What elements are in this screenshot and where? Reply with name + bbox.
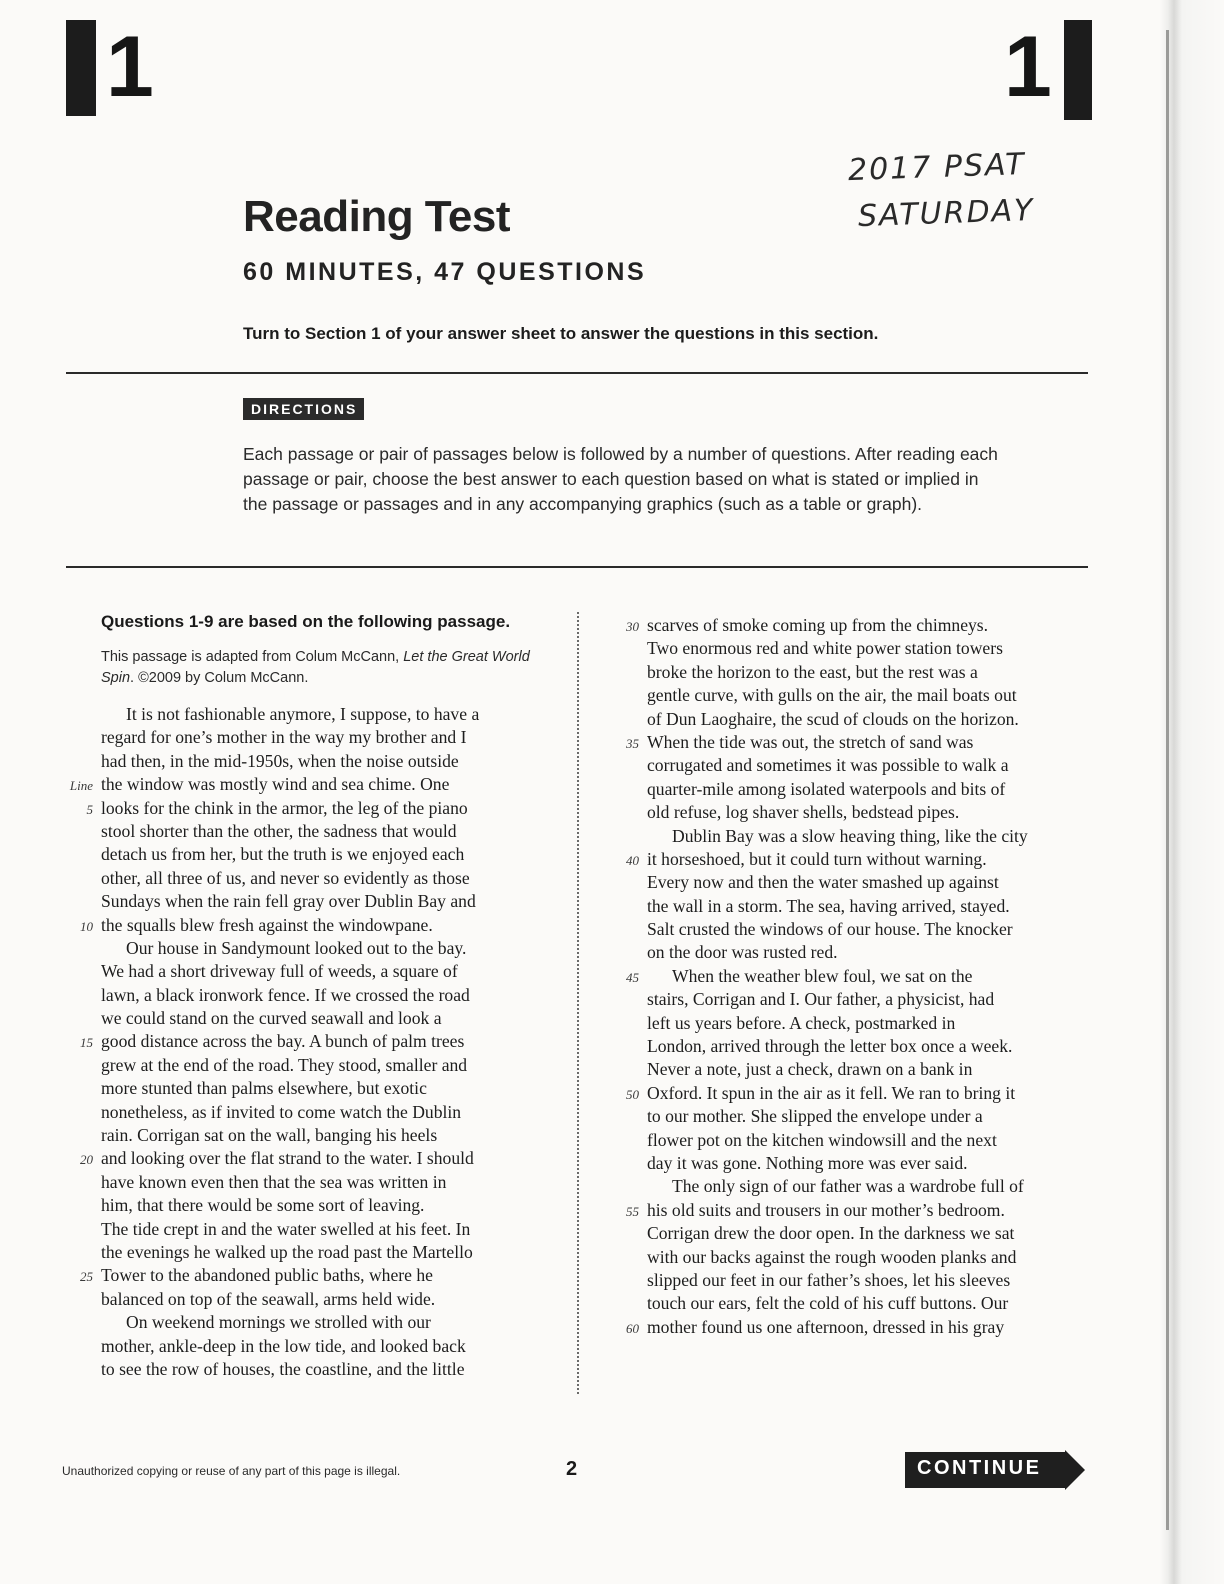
continue-label: CONTINUE (917, 1457, 1042, 1479)
passage-line-text: and looking over the flat strand to the water. I should (101, 1148, 474, 1169)
passage-line-text: The tide crept in and the water swelled at his feet. In (101, 1218, 471, 1239)
line-number: Line (69, 778, 93, 794)
section-marker-bar-right (1064, 20, 1092, 120)
passage-line-text: of Dun Laoghaire, the scud of clouds on the horizon. (647, 708, 1019, 729)
passage-line (647, 1129, 1028, 1152)
passage-line-text: Corrigan drew the door open. In the darkness we sat (647, 1223, 1015, 1244)
passage-line-text: looks for the chink in the armor, the leg of the piano (101, 797, 468, 818)
passage-line-text: flower pot on the kitchen windowsill and the next (647, 1129, 997, 1150)
passage-line-text: Never a note, just a check, drawn on a bank in (647, 1059, 973, 1080)
line-number: 5 (86, 801, 93, 817)
passage-line-text: quarter-mile among isolated waterpools and bits of (647, 778, 1006, 799)
passage-line (626, 1199, 1028, 1222)
passage-line-text: his old suits and trousers in our mother’s bedroom. (647, 1199, 1005, 1220)
passage-line-text: Our house in Sandymount looked out to the bay. (126, 937, 467, 958)
passage-line (647, 988, 1028, 1011)
passage-line (647, 895, 1028, 918)
section-marker-bar-left (66, 20, 96, 116)
passage-line (80, 1264, 479, 1287)
line-number: 45 (626, 969, 639, 985)
passage-line (647, 1152, 1028, 1175)
passage-line-text: Oxford. It spun in the air as it fell. We ran to bring it (647, 1082, 1016, 1103)
passage-line (101, 750, 479, 773)
passage-line (101, 726, 479, 749)
passage-line-text: balanced on top of the seawall, arms held wide. (101, 1288, 436, 1309)
passage-line (69, 773, 479, 796)
passage-line-text: more stunted than palms elsewhere, but exotic (101, 1078, 427, 1099)
top-divider (66, 372, 1088, 374)
page-number: 2 (566, 1458, 578, 1480)
line-number: 10 (80, 918, 93, 934)
passage-line (101, 1171, 479, 1194)
passage-line (101, 820, 479, 843)
passage-line (101, 1288, 479, 1311)
passage-line (101, 890, 479, 913)
line-number: 50 (626, 1086, 639, 1102)
passage-line (647, 1105, 1028, 1128)
passage-line-text: good distance across the bay. A bunch of palm trees (101, 1031, 465, 1052)
passage-column-left (69, 703, 480, 1381)
passage-line (101, 1101, 479, 1124)
passage-line (626, 1316, 1028, 1339)
passage-column-right (626, 614, 1028, 1339)
passage-line (626, 1082, 1028, 1105)
line-number: 60 (626, 1320, 639, 1336)
column-divider (577, 612, 579, 1394)
continue-banner (905, 1450, 1085, 1490)
passage-line (647, 778, 1028, 801)
passage-line-text: Sundays when the rain fell gray over Dublin Bay and (101, 891, 476, 912)
page-title: Reading Test (243, 192, 511, 241)
passage-line-text: with our backs against the rough wooden planks and (647, 1246, 1017, 1267)
passage-line (101, 984, 479, 1007)
passage-line (647, 708, 1028, 731)
passage-line (101, 1335, 479, 1358)
line-number: 15 (80, 1035, 93, 1051)
passage-line (647, 1269, 1028, 1292)
passage-line-text: lawn, a black ironwork fence. If we crossed the road (101, 984, 470, 1005)
passage-line-text: On weekend mornings we strolled with our (126, 1312, 431, 1333)
passage-line (626, 614, 1028, 637)
passage-line-text: old refuse, log shaver shells, bedstead pipes. (647, 802, 960, 823)
passage-line-text: the evenings he walked up the road past the Martello (101, 1241, 473, 1262)
passage-line-text: him, that there would be some sort of leaving. (101, 1195, 425, 1216)
passage-line-text: regard for one’s mother in the way my brother and I (101, 727, 467, 748)
passage-line (647, 754, 1028, 777)
section-number-right: 1 (1004, 19, 1052, 115)
scan-edge-line (1166, 30, 1169, 1530)
handwritten-note-line1: 2017 PSAT (847, 146, 1027, 189)
passage-line (647, 1246, 1028, 1269)
line-number: 55 (626, 1203, 639, 1219)
passage-line (101, 1311, 479, 1334)
line-number: 35 (626, 735, 639, 751)
passage-line (101, 960, 479, 983)
section-instruction: Turn to Section 1 of your answer sheet to answer the questions in this section. (243, 324, 879, 343)
source-suffix: . ©2009 by Colum McCann. (130, 670, 309, 686)
passage-line (101, 1077, 479, 1100)
passage-line (101, 1358, 479, 1381)
line-number: 30 (626, 619, 639, 634)
line-number: 40 (626, 852, 639, 868)
passage-line-text: It is not fashionable anymore, I suppose, to have a (126, 704, 480, 724)
handwritten-note-line2: SATURDAY (857, 192, 1036, 235)
passage-line (647, 684, 1028, 707)
passage-line (647, 918, 1028, 941)
passage-line (101, 1124, 479, 1147)
passage-line-text: the window was mostly wind and sea chime. One (101, 774, 450, 795)
passage-line-text: detach us from her, but the truth is we enjoyed each (101, 844, 465, 865)
passage-line (80, 914, 479, 937)
passage-line (647, 661, 1028, 684)
passage-line (626, 731, 1028, 754)
passage-line-text: slipped our feet in our father’s shoes, let his sleeves (647, 1269, 1011, 1290)
passage-line (101, 1194, 479, 1217)
section-number-left: 1 (106, 19, 154, 115)
passage-line-text: to our mother. She slipped the envelope under a (647, 1106, 983, 1127)
passage-line-text: grew at the end of the road. They stood, smaller and (101, 1054, 468, 1075)
passage-line (647, 1175, 1028, 1198)
copyright-notice: Unauthorized copying or reuse of any part of this page is illegal. (62, 1464, 401, 1478)
passage-line (647, 1058, 1028, 1081)
passage-line (101, 867, 479, 890)
passage-line-text: We had a short driveway full of weeds, a square of (101, 961, 458, 982)
passage-line (80, 1030, 479, 1053)
directions-tag: DIRECTIONS (243, 398, 364, 420)
passage-line (101, 843, 479, 866)
passage-line (647, 1222, 1028, 1245)
passage-line (101, 1218, 479, 1241)
passage-line-text: on the door was rusted red. (647, 942, 838, 963)
passage-line-text: the squalls blew fresh against the windowpane. (101, 914, 433, 935)
passage-line-text: mother found us one afternoon, dressed in his gray (647, 1316, 1005, 1337)
passage-line-text: scarves of smoke coming up from the chimneys. (647, 615, 989, 635)
passage-line (86, 797, 479, 820)
source-prefix: This passage is adapted from Colum McCann, (101, 649, 404, 665)
passage-line (647, 637, 1028, 660)
passage-line (647, 1012, 1028, 1035)
passage-line-text: had then, in the mid-1950s, when the noise outside (101, 750, 459, 771)
passage-line (101, 1007, 479, 1030)
passage-line-text: broke the horizon to the east, but the rest was a (647, 661, 978, 682)
passage-line-text: have known even then that the sea was written in (101, 1171, 447, 1192)
passage-line (101, 1054, 479, 1077)
passage-line-text: London, arrived through the letter box once a week. (647, 1036, 1013, 1057)
passage-line-text: gentle curve, with gulls on the air, the mail boats out (647, 685, 1017, 706)
passage-line-text: stool shorter than the other, the sadness that would (101, 820, 457, 841)
scan-page-edge (1160, 0, 1224, 1584)
passage-line-text: mother, ankle-deep in the low tide, and looked back (101, 1335, 466, 1356)
passage-line-text: day it was gone. Nothing more was ever said. (647, 1152, 968, 1173)
passage-line-text: Every now and then the water smashed up against (647, 872, 999, 893)
page-subtitle: 60 MINUTES, 47 QUESTIONS (243, 258, 647, 286)
passage-line-text: Tower to the abandoned public baths, where he (101, 1265, 433, 1286)
passage-line-text: the wall in a storm. The sea, having arrived, stayed. (647, 895, 1010, 916)
line-number: 25 (80, 1269, 93, 1285)
passage-line-text: touch our ears, felt the cold of his cuff buttons. Our (647, 1293, 1009, 1314)
passage-line-text: rain. Corrigan sat on the wall, banging his heels (101, 1125, 438, 1146)
passage-line-text: it horseshoed, but it could turn without warning. (647, 848, 987, 869)
passage-line-text: stairs, Corrigan and I. Our father, a physicist, had (647, 989, 995, 1010)
passage-line (101, 937, 479, 960)
passage-line (80, 1147, 479, 1170)
passage-line-text: left us years before. A check, postmarked in (647, 1012, 956, 1033)
passage-line (647, 801, 1028, 824)
passage-line-text: Dublin Bay was a slow heaving thing, like the city (672, 825, 1028, 846)
passage-line (647, 1035, 1028, 1058)
passage-line-text: nonetheless, as if invited to come watch the Dublin (101, 1101, 462, 1122)
passage-line (101, 1241, 479, 1264)
passage-line-text: Salt crusted the windows of our house. The knocker (647, 919, 1013, 940)
line-number: 20 (80, 1152, 93, 1168)
passage-line (626, 848, 1028, 871)
passage-line-text: we could stand on the curved seawall and look a (101, 1008, 442, 1029)
source-title: Let the Great World Spin (101, 649, 530, 686)
passage-line-text: other, all three of us, and never so evidently as those (101, 867, 470, 888)
passage-line-text: When the tide was out, the stretch of sand was (647, 731, 974, 752)
passage-source (101, 647, 541, 689)
passage-line (647, 871, 1028, 894)
passage-line-text: to see the row of houses, the coastline, and the little (101, 1358, 465, 1379)
passage-line (647, 1292, 1028, 1315)
passage-line-text: When the weather blew foul, we sat on the (672, 965, 973, 986)
passage-line (647, 941, 1028, 964)
passage-line-text: Two enormous red and white power station towers (647, 638, 1003, 659)
passage-line-text: The only sign of our father was a wardrobe full of (672, 1176, 1024, 1197)
passage-line (101, 703, 479, 726)
passage-line-text: corrugated and sometimes it was possible to walk a (647, 755, 1009, 776)
bottom-divider (66, 566, 1088, 568)
directions-text: Each passage or pair of passages below is followed by a number of questions. After reading each passage or pair, choose the best answer to each question based on what is stated or implied in the passage or passages and in any accompanying graphics (such as a table or graph). (243, 444, 998, 514)
passage-line (647, 825, 1028, 848)
passage-line (626, 965, 1028, 988)
passage-heading: Questions 1-9 are based on the following passage. (101, 612, 511, 631)
